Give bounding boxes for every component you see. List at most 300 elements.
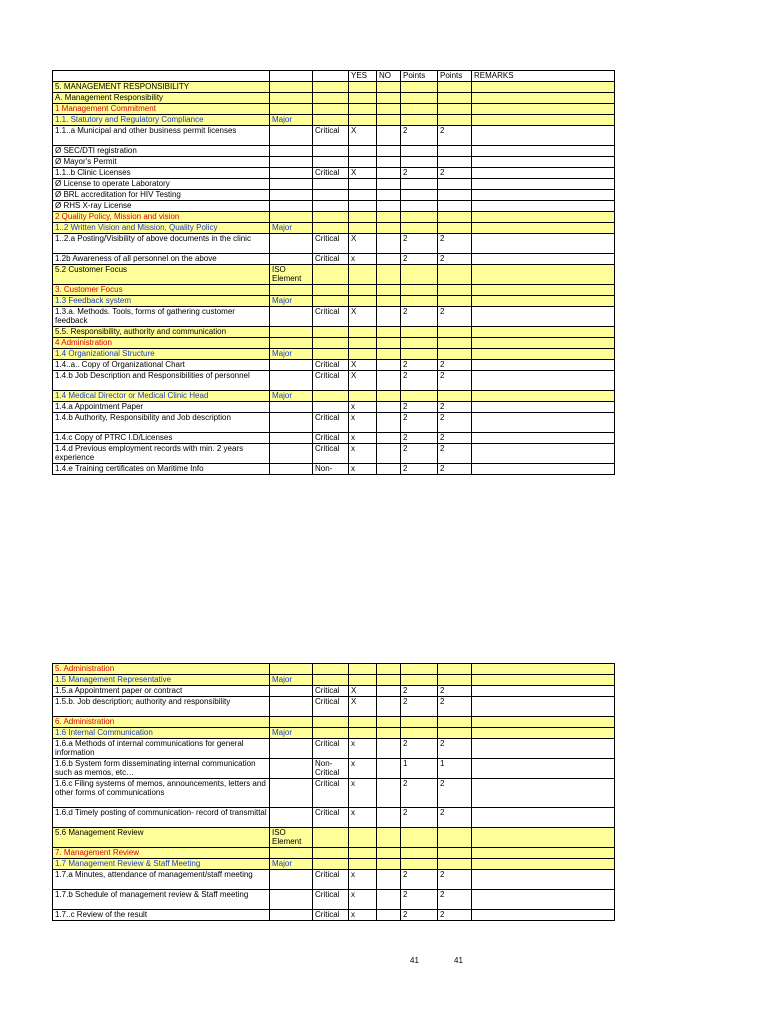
level-cell [270,697,313,717]
table-row [53,870,615,890]
points-cell: 2 [401,808,438,828]
no-cell [377,675,401,686]
yes-cell [349,179,377,190]
table-row [53,82,615,93]
no-cell [377,296,401,307]
type-cell: Critical [313,126,349,146]
points-earned-cell [438,828,472,848]
type-cell: Critical [313,890,349,910]
remarks-cell [472,338,615,349]
points-cell: 2 [401,910,438,921]
no-cell [377,739,401,759]
points-cell [401,664,438,675]
no-cell [377,190,401,201]
level-cell: Major [270,349,313,360]
criteria-cell: 1.7.b Schedule of management review & Staff meeting [53,890,270,910]
remarks-cell [472,360,615,371]
no-cell [377,168,401,179]
yes-cell [349,664,377,675]
points-earned-cell: 2 [438,168,472,179]
no-cell [377,212,401,223]
points-cell: 2 [401,779,438,808]
points-earned-cell: 2 [438,697,472,717]
remarks-cell [472,307,615,327]
table-row [53,179,615,190]
no-cell [377,870,401,890]
yes-cell [349,115,377,126]
level-cell [270,146,313,157]
criteria-cell: 1.5.a Appointment paper or contract [53,686,270,697]
level-cell [270,179,313,190]
table-row [53,212,615,223]
level-cell [270,686,313,697]
type-cell: Critical [313,910,349,921]
level-cell [270,717,313,728]
points-cell: 2 [401,126,438,146]
points-earned-cell: 2 [438,413,472,433]
criteria-cell: 1 Management Commitment [53,104,270,115]
remarks-cell [472,296,615,307]
no-cell [377,201,401,212]
type-cell [313,201,349,212]
type-cell: Critical [313,168,349,179]
remarks-cell [472,808,615,828]
type-cell [313,828,349,848]
no-cell [377,360,401,371]
remarks-cell [472,190,615,201]
remarks-cell [472,82,615,93]
level-cell: ISO Element [270,265,313,285]
level-cell [270,82,313,93]
level-cell [270,190,313,201]
type-cell [313,82,349,93]
level-cell: Major [270,391,313,402]
criteria-cell: 1..2 Written Vision and Mission, Quality Policy [53,223,270,234]
level-cell [270,126,313,146]
table-row [53,146,615,157]
criteria-cell: 7. Management Review [53,848,270,859]
points-cell: 2 [401,234,438,254]
remarks-cell [472,104,615,115]
yes-cell: X [349,307,377,327]
type-cell [313,327,349,338]
criteria-cell: A. Management Responsibility [53,93,270,104]
remarks-cell [472,717,615,728]
no-cell [377,265,401,285]
yes-cell: X [349,371,377,391]
points-cell [401,327,438,338]
criteria-cell: 5.2 Customer Focus [53,265,270,285]
level-cell [270,870,313,890]
level-cell [270,808,313,828]
level-cell [270,371,313,391]
points-earned-cell [438,104,472,115]
criteria-cell: 1.7.a Minutes, attendance of management/staff meeting [53,870,270,890]
yes-cell: x [349,890,377,910]
points-earned-cell [438,285,472,296]
points-cell: 2 [401,254,438,265]
points-earned-cell: 2 [438,890,472,910]
points-cell [401,848,438,859]
criteria-cell: 1.4..a.. Copy of Organizational Chart [53,360,270,371]
yes-cell: x [349,402,377,413]
header-no: NO [377,71,401,82]
points-cell [401,223,438,234]
yes-cell: X [349,697,377,717]
yes-cell: X [349,234,377,254]
points-cell [401,296,438,307]
points-cell [401,285,438,296]
remarks-cell [472,93,615,104]
table-row [53,402,615,413]
points-cell: 2 [401,360,438,371]
checklist-table-top [52,70,615,475]
header-yes: YES [349,71,377,82]
type-cell: Critical [313,444,349,464]
table-row [53,296,615,307]
no-cell [377,686,401,697]
remarks-cell [472,391,615,402]
table-row [53,848,615,859]
points-cell [401,82,438,93]
criteria-cell: 1..2.a Posting/Visibility of above documents in the clinic [53,234,270,254]
table-row [53,828,615,848]
table-row [53,890,615,910]
criteria-cell: 1.6.b System form disseminating internal communication such as memos, etc… [53,759,270,779]
criteria-cell: 1.7 Management Review & Staff Meeting [53,859,270,870]
criteria-cell: 1.4.b Job Description and Responsibilities of personnel [53,371,270,391]
criteria-cell: 1.4.d Previous employment records with min. 2 years experience [53,444,270,464]
table-row [53,728,615,739]
type-cell: Non- [313,464,349,475]
remarks-cell [472,664,615,675]
remarks-cell [472,201,615,212]
yes-cell [349,391,377,402]
points-earned-cell: 2 [438,444,472,464]
no-cell [377,254,401,265]
type-cell [313,338,349,349]
points-earned-cell: 2 [438,686,472,697]
criteria-cell: 5.6 Management Review [53,828,270,848]
no-cell [377,126,401,146]
points-earned-cell [438,327,472,338]
remarks-cell [472,327,615,338]
criteria-cell: 1.1..b Clinic Licenses [53,168,270,179]
yes-cell [349,859,377,870]
no-cell [377,808,401,828]
points-cell [401,265,438,285]
type-cell [313,848,349,859]
type-cell: Critical [313,686,349,697]
table-row [53,759,615,779]
no-cell [377,349,401,360]
criteria-cell: 1.2b Awareness of all personnel on the above [53,254,270,265]
no-cell [377,327,401,338]
remarks-cell [472,168,615,179]
points-cell [401,349,438,360]
type-cell: Critical [313,234,349,254]
points-earned-cell: 2 [438,307,472,327]
type-cell [313,146,349,157]
no-cell [377,859,401,870]
level-cell [270,433,313,444]
table-row [53,697,615,717]
table-row [53,371,615,391]
points-earned-cell [438,859,472,870]
type-cell [313,285,349,296]
table-row [53,433,615,444]
points-cell [401,828,438,848]
points-earned-cell: 2 [438,433,472,444]
criteria-cell: 1.4.e Training certificates on Maritime Info [53,464,270,475]
criteria-cell: 6. Administration [53,717,270,728]
table-row [53,201,615,212]
no-cell [377,179,401,190]
yes-cell: x [349,739,377,759]
points-earned-cell [438,212,472,223]
points-cell [401,391,438,402]
points-earned-cell: 2 [438,371,472,391]
criteria-cell: 1.3 Feedback system [53,296,270,307]
level-cell [270,779,313,808]
points-earned-cell [438,93,472,104]
yes-cell [349,93,377,104]
remarks-cell [472,413,615,433]
type-cell [313,859,349,870]
points-earned-cell [438,717,472,728]
points-earned-cell [438,265,472,285]
criteria-cell: Ø SEC/DTI registration [53,146,270,157]
points-cell [401,675,438,686]
level-cell [270,848,313,859]
criteria-cell: 1.4.c Copy of PTRC I.D/Licenses [53,433,270,444]
no-cell [377,728,401,739]
level-cell [270,234,313,254]
level-cell: Major [270,675,313,686]
criteria-cell: 5. MANAGEMENT RESPONSIBILITY [53,82,270,93]
points-cell: 1 [401,759,438,779]
remarks-cell [472,759,615,779]
yes-cell [349,338,377,349]
points-cell [401,728,438,739]
points-cell [401,717,438,728]
type-cell [313,157,349,168]
yes-cell [349,146,377,157]
remarks-cell [472,779,615,808]
type-cell [313,190,349,201]
remarks-cell [472,254,615,265]
yes-cell: x [349,413,377,433]
level-cell [270,413,313,433]
header-row [53,71,615,82]
table-row [53,779,615,808]
remarks-cell [472,212,615,223]
no-cell [377,664,401,675]
table-row [53,338,615,349]
yes-cell: X [349,168,377,179]
remarks-cell [472,464,615,475]
points-cell: 2 [401,444,438,464]
table-row [53,717,615,728]
criteria-cell: 1.5 Management Representative [53,675,270,686]
header-remarks: REMARKS [472,71,615,82]
remarks-cell [472,223,615,234]
type-cell [313,115,349,126]
points-earned-cell [438,201,472,212]
points-earned-cell: 2 [438,739,472,759]
type-cell: Critical [313,433,349,444]
type-cell [313,675,349,686]
table-row [53,444,615,464]
table-row [53,675,615,686]
type-cell: Critical [313,360,349,371]
criteria-cell: 1.6.d Timely posting of communication- record of transmittal [53,808,270,828]
type-cell [313,179,349,190]
level-cell: Major [270,223,313,234]
level-cell [270,327,313,338]
points-cell [401,146,438,157]
level-cell [270,338,313,349]
level-cell [270,910,313,921]
remarks-cell [472,115,615,126]
criteria-cell: 3. Customer Focus [53,285,270,296]
points-earned-cell: 2 [438,779,472,808]
criteria-cell: 1.5.b. Job description; authority and responsibility [53,697,270,717]
remarks-cell [472,285,615,296]
yes-cell: x [349,464,377,475]
type-cell: Critical [313,697,349,717]
yes-cell: x [349,254,377,265]
yes-cell: x [349,444,377,464]
level-cell: Major [270,859,313,870]
points-cell [401,115,438,126]
level-cell [270,360,313,371]
no-cell [377,157,401,168]
remarks-cell [472,890,615,910]
no-cell [377,848,401,859]
level-cell [270,93,313,104]
level-cell: Major [270,115,313,126]
points-cell [401,212,438,223]
no-cell [377,910,401,921]
table-row [53,327,615,338]
points-earned-cell: 2 [438,808,472,828]
table-row [53,190,615,201]
table-row [53,223,615,234]
remarks-cell [472,126,615,146]
type-cell: Critical [313,307,349,327]
yes-cell: x [349,433,377,444]
type-cell: Critical [313,739,349,759]
table-row [53,910,615,921]
type-cell [313,104,349,115]
no-cell [377,779,401,808]
remarks-cell [472,179,615,190]
level-cell [270,254,313,265]
remarks-cell [472,848,615,859]
level-cell [270,104,313,115]
type-cell: Critical [313,413,349,433]
table-row [53,859,615,870]
level-cell [270,168,313,179]
yes-cell [349,157,377,168]
header-points-1: Points [401,71,438,82]
points-cell: 2 [401,697,438,717]
level-cell [270,307,313,327]
table-row [53,413,615,433]
remarks-cell [472,686,615,697]
points-earned-cell [438,157,472,168]
yes-cell [349,296,377,307]
yes-cell [349,349,377,360]
table-row [53,686,615,697]
criteria-cell: 1.4 Organizational Structure [53,349,270,360]
no-cell [377,402,401,413]
type-cell: Non- Critical [313,759,349,779]
table-row [53,664,615,675]
table-row [53,739,615,759]
points-cell: 2 [401,686,438,697]
type-cell: Critical [313,870,349,890]
criteria-cell: 1.4.b Authority, Responsibility and Job description [53,413,270,433]
table-row [53,157,615,168]
remarks-cell [472,697,615,717]
yes-cell: X [349,686,377,697]
yes-cell [349,327,377,338]
points-cell: 2 [401,168,438,179]
type-cell [313,717,349,728]
remarks-cell [472,157,615,168]
yes-cell [349,190,377,201]
criteria-cell: 1.4.a Appointment Paper [53,402,270,413]
yes-cell: X [349,126,377,146]
criteria-cell: 5.5. Responsibility, authority and communication [53,327,270,338]
no-cell [377,338,401,349]
criteria-cell: 5. Administration [53,664,270,675]
type-cell [313,402,349,413]
level-cell [270,739,313,759]
table-row [53,808,615,828]
table-row [53,104,615,115]
points-cell [401,190,438,201]
points-earned-cell: 1 [438,759,472,779]
yes-cell [349,223,377,234]
points-earned-cell [438,190,472,201]
remarks-cell [472,349,615,360]
criteria-cell: 1.7..c Review of the result [53,910,270,921]
points-cell: 2 [401,371,438,391]
yes-cell: x [349,910,377,921]
points-cell [401,157,438,168]
points-earned-cell [438,296,472,307]
type-cell: Critical [313,254,349,265]
no-cell [377,223,401,234]
yes-cell [349,728,377,739]
yes-cell [349,82,377,93]
level-cell: Major [270,728,313,739]
remarks-cell [472,910,615,921]
table-row [53,360,615,371]
type-cell [313,728,349,739]
criteria-cell: Ø BRL accreditation for HIV Testing [53,190,270,201]
no-cell [377,307,401,327]
points-earned-cell: 2 [438,126,472,146]
yes-cell: x [349,759,377,779]
points-earned-cell [438,675,472,686]
yes-cell [349,265,377,285]
no-cell [377,93,401,104]
type-cell [313,265,349,285]
